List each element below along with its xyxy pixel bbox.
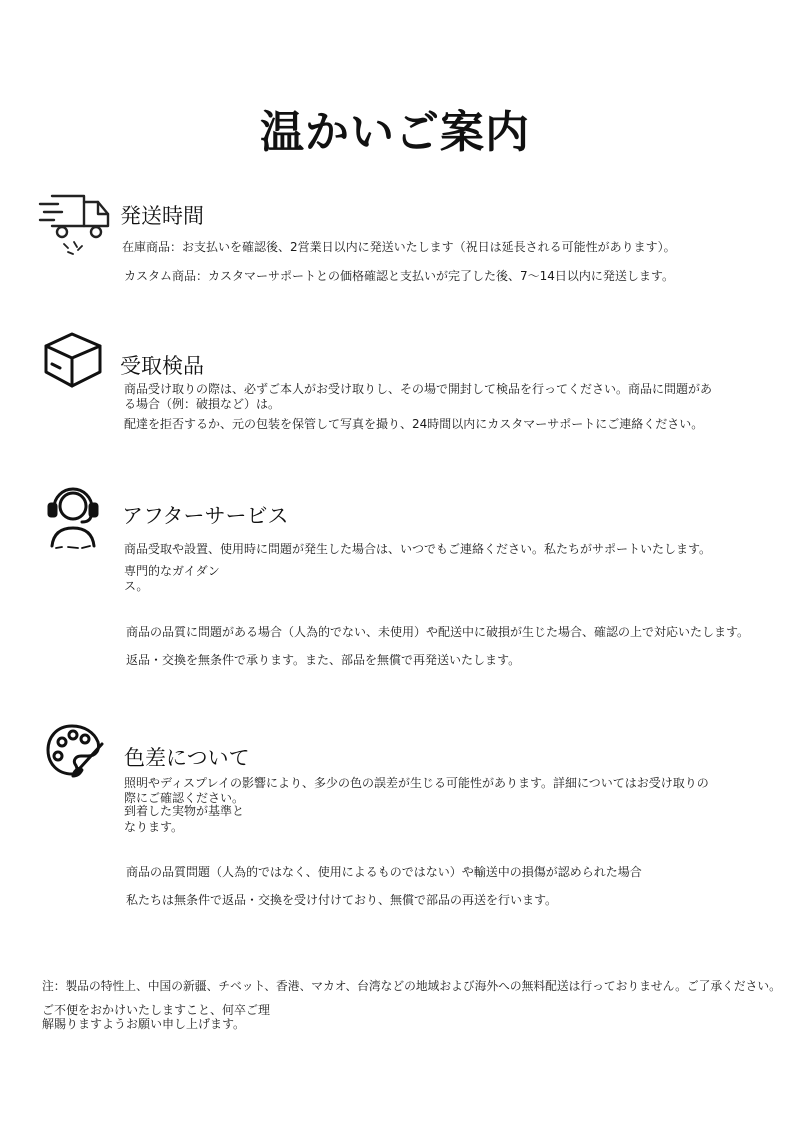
color-palette-icon — [46, 722, 104, 778]
note-line-2: ご不便をおかけいたしますこと、何卒ご理 — [42, 1003, 271, 1017]
color-line-6: 私たちは無条件で返品・交換を受け付けており、無償で部品の再送を行います。 — [126, 893, 558, 907]
inspection-line-2: る場合（例：破損など）は。 — [124, 397, 281, 411]
color-line-1: 照明やディスプレイの影響により、多少の色の誤差が生じる可能性があります。詳細についてはお受け取りの — [124, 776, 709, 790]
after-sales-line-1: 商品受取や設置、使用時に問題が発生した場合は、いつでもご連絡ください。私たちがサポートいたします。 — [124, 542, 712, 556]
note-line-1: 注：製品の特性上、中国の新疆、チベット、香港、マカオ、台湾などの地域および海外への無料配送は行っておりません。ご了承ください。 — [42, 979, 781, 993]
after-sales-line-5: 返品・交換を無条件で承ります。また、部品を無償で再発送いたします。 — [126, 653, 521, 667]
after-sales-line-3: ス。 — [124, 579, 149, 593]
headset-support-icon — [42, 482, 104, 554]
section-heading-shipping: 発送時間 — [120, 204, 204, 228]
inspection-line-3: 配達を拒否するか、元の包装を保管して写真を撮り、24時間以内にカスタマーサポートにご連絡ください。 — [124, 417, 704, 431]
section-heading-after-sales: アフターサービス — [122, 504, 289, 528]
inspection-line-1: 商品受け取りの際は、必ずご本人がお受け取りし、その場で開封して検品を行ってください。商品に問題があ — [124, 382, 713, 396]
color-line-4: なります。 — [124, 820, 184, 834]
section-heading-color: 色差について — [124, 746, 250, 770]
shipping-line-2: カスタム商品：カスタマーサポートとの価格確認と支払いが完了した後、7〜14日以内に発送します。 — [124, 269, 674, 283]
after-sales-line-4: 商品の品質に問題がある場合（人為的でない、未使用）や配送中に破損が生じた場合、確認の上で対応いたします。 — [126, 625, 750, 639]
shipping-line-1: 在庫商品：お支払いを確認後、2営業日以内に発送いたします（祝日は延長される可能性があります）。 — [122, 240, 676, 254]
note-line-3: 解賜りますようお願い申し上げます。 — [42, 1017, 246, 1031]
color-line-5: 商品の品質問題（人為的ではなく、使用によるものではない）や輸送中の損傷が認められた場合 — [126, 865, 642, 879]
package-box-icon — [42, 330, 104, 390]
section-heading-inspection: 受取検品 — [120, 354, 204, 378]
page-title: 温かいご案内 — [260, 107, 530, 158]
after-sales-line-2: 専門的なガイダン — [124, 564, 220, 578]
delivery-truck-icon — [38, 188, 114, 258]
color-line-2: 際にご確認ください。 — [124, 791, 245, 805]
color-line-3: 到着した実物が基準と — [124, 804, 245, 818]
